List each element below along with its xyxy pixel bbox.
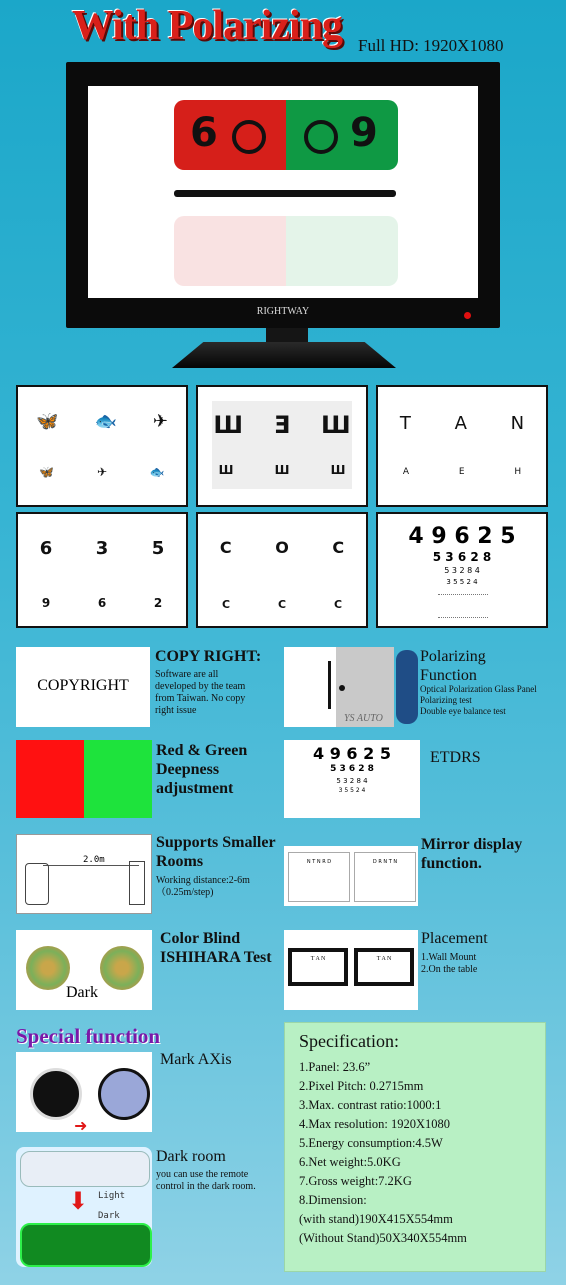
chart-digit-six: 6 [190,110,218,156]
placement-desc [421,952,477,976]
spec-item: 8.Dimension: [299,1193,367,1207]
green-swatch [84,740,152,818]
chart-number: 9 [41,596,51,610]
tv-stand-letters: T A N [292,952,344,982]
monitor-illustration [66,62,500,328]
chart-number: 2 [153,596,163,610]
chart-letter: A [402,467,410,477]
landolt-c-icon: C [332,538,345,557]
fixation-dot [339,685,345,691]
colorblind-title [160,929,272,967]
etdrs-row: 5 3 6 2 8 [432,550,492,564]
e-symbol-icon: Ш [320,411,351,439]
mirror-title-line: function. [421,855,482,872]
polarizing-title-line: Function [420,667,477,684]
mirror-right-screen [354,852,416,902]
chart-number: 6 [39,538,53,559]
special-function-heading: Special function [16,1024,161,1048]
fish-icon: 🐟 [94,411,117,432]
mirror-image [284,846,418,906]
spec-item: 6.Net weight:5.0KG [299,1155,401,1169]
landolt-c-icon: C [221,598,231,611]
polarizing-image [284,647,394,727]
arrow-right-icon: ➜ [74,1118,88,1135]
redgreen-title-line: Red & Green [156,742,248,759]
mirror-left-screen [288,852,350,902]
target-circle-icon [232,120,266,154]
target-circle-icon [304,120,338,154]
rooms-desc [156,875,250,899]
monitor-base [172,342,396,368]
specification-panel [284,1022,546,1272]
monitor-stand-icon [129,861,145,905]
distance-label: 2.0m [83,855,105,865]
copyright-box [16,647,150,727]
spec-item: 2.Pixel Pitch: 0.2715mm [299,1079,424,1093]
e-symbol-icon: Ǝ [273,411,291,439]
redgreen-title-line: Deepness [156,761,220,778]
mirror-right-letters: D R N T N [372,859,398,865]
polarizing-glasses-icon [396,650,418,724]
landolt-c-icon: C [219,538,232,557]
copyright-label: COPYRIGHT [37,677,129,694]
polarized-line [328,661,331,709]
plane-icon: ✈ [152,411,168,432]
ishihara-plate-icon [26,946,70,990]
butterfly-icon: 🦋 [36,411,59,432]
chart-letter: N [510,413,525,434]
dark-label: Dark [66,984,98,1001]
polarizing-desc-line: Double eye balance test [420,706,506,716]
e-symbol-icon: Ш [274,463,290,477]
rooms-title-line: Rooms [156,853,204,870]
chart-letter: T [399,413,411,434]
axis-dial-icon [30,1068,82,1120]
spec-item: 7.Gross weight:7.2KG [299,1174,412,1188]
mirror-left-letters: N T N R D [306,859,332,865]
tile-letter-chart [376,385,548,507]
mark-axis-image [16,1052,152,1135]
tv-wall-letters: T A N [358,952,410,982]
chart-letter: E [458,467,465,477]
darkroom-desc-line: control in the dark room. [156,1181,256,1192]
remote-image [16,1147,152,1267]
placement-title: Placement [421,930,488,947]
tile-landolt-chart [196,512,368,628]
tile-etdrs-chart [376,512,548,628]
power-led [464,312,471,319]
patient-chair-icon [25,863,49,905]
ishihara-image [16,930,152,1010]
tile-picture-chart [16,385,188,507]
chart-letter: A [454,413,467,434]
butterfly-icon: 🦋 [39,465,55,479]
tv-wall-icon [354,948,414,986]
spec-item: (Without Stand)50X340X554mm [299,1231,467,1245]
copyright-title: COPY RIGHT: [155,648,262,665]
remote-light-icon [20,1151,150,1187]
spec-title: Specification: [299,1031,399,1051]
ys-auto-watermark: YS AUTO [344,713,383,724]
colorblind-title-line: Color Blind [160,930,241,947]
etdrs-row: 5 3 2 8 4 [444,566,480,575]
placement-image [284,930,418,1010]
e-symbol-icon: Ш [330,463,346,477]
etdrs-small-rows [438,594,488,618]
axis-dial-icon [98,1068,150,1120]
chart-digit-nine: 9 [350,110,378,156]
placement-desc-line: 2.On the table [421,964,478,975]
etdrs-row: 4 9 6 2 5 [408,524,516,549]
copyright-desc-line: developed by the team [155,681,246,692]
remote-dark-icon [20,1223,152,1267]
darkroom-desc-line: you can use the remote [156,1169,249,1180]
placement-desc-line: 1.Wall Mount [421,952,477,963]
polarizing-desc [420,684,537,717]
tv-stand-icon [288,948,348,986]
light-label: Light [98,1191,126,1201]
spec-item: (with stand)190X415X554mm [299,1212,453,1226]
mirror-title-line: Mirror display [421,836,523,853]
rooms-title-line: Supports Smaller [156,834,276,851]
landolt-c-icon: C [333,598,343,611]
tile-number-chart [16,512,188,628]
polarizing-title-line: Polarizing [420,648,486,665]
ishihara-plate-icon [100,946,144,990]
chart-number: 3 [95,538,109,559]
etdrs-row: 5 3 2 8 4 [336,777,368,785]
red-chart-panel [174,100,286,170]
polarizing-desc-line: Optical Polarization Glass Panel [420,684,537,694]
darkroom-title: Dark room [156,1148,226,1165]
copyright-desc-line: Software are all [155,669,219,680]
mark-axis-title: Mark AXis [160,1051,232,1068]
colorblind-title-line: ISHIHARA Test [160,949,272,966]
landolt-c-icon: O [275,538,289,557]
chart-number: 6 [97,596,107,610]
rooms-desc-line: Working distance:2-6m [156,875,250,886]
monitor-screen [88,86,478,298]
spec-item: 4.Max resolution: 1920X1080 [299,1117,451,1131]
polarizing-desc-line: Polarizing test [420,695,472,705]
copyright-desc [155,669,245,717]
etdrs-title: ETDRS [430,749,481,766]
spec-item: 3.Max. contrast ratio:1000:1 [299,1098,442,1112]
mirror-title [421,835,522,873]
divider-bar [174,190,396,197]
etdrs-row: 4 9 6 2 5 [313,744,391,763]
etdrs-row: 3 5 5 2 4 [338,787,366,794]
copyright-desc-line: right issue [155,705,197,716]
page-title: With Polarizing [72,3,343,49]
faded-green-panel [286,216,398,286]
chart-letter: H [514,467,522,477]
etdrs-image [284,740,420,818]
fish-icon: 🐟 [149,465,165,479]
rooms-desc-line: （0.25m/step) [156,887,214,898]
resolution-label: Full HD: 1920X1080 [358,36,504,55]
rooms-title [156,833,276,871]
green-chart-panel [286,100,398,170]
spec-item: 5.Energy consumption:4.5W [299,1136,443,1150]
distance-line [43,865,139,866]
chart-number: 5 [151,538,165,559]
etdrs-row: 3 5 5 2 4 [446,578,478,586]
spec-item: 1.Panel: 23.6” [299,1060,371,1074]
tile-e-chart [196,385,368,507]
brand-label: RIGHTWAY [256,306,310,317]
arrow-down-icon: ⬇ [68,1189,89,1215]
e-symbol-icon: Ш [218,463,234,477]
redgreen-title-line: adjustment [156,780,234,797]
darkroom-desc [156,1169,256,1193]
etdrs-row: 5 3 6 2 8 [330,764,374,774]
dark-remote-label: Dark [98,1211,120,1221]
redgreen-title [156,741,247,798]
e-symbol-icon: Ш [213,411,244,439]
plane-icon: ✈ [96,465,108,479]
landolt-c-icon: C [277,598,287,611]
copyright-desc-line: from Taiwan. No copy [155,693,246,704]
red-swatch [16,740,84,818]
room-diagram [16,834,152,914]
polarizing-title [420,647,486,685]
faded-red-panel [174,216,286,286]
